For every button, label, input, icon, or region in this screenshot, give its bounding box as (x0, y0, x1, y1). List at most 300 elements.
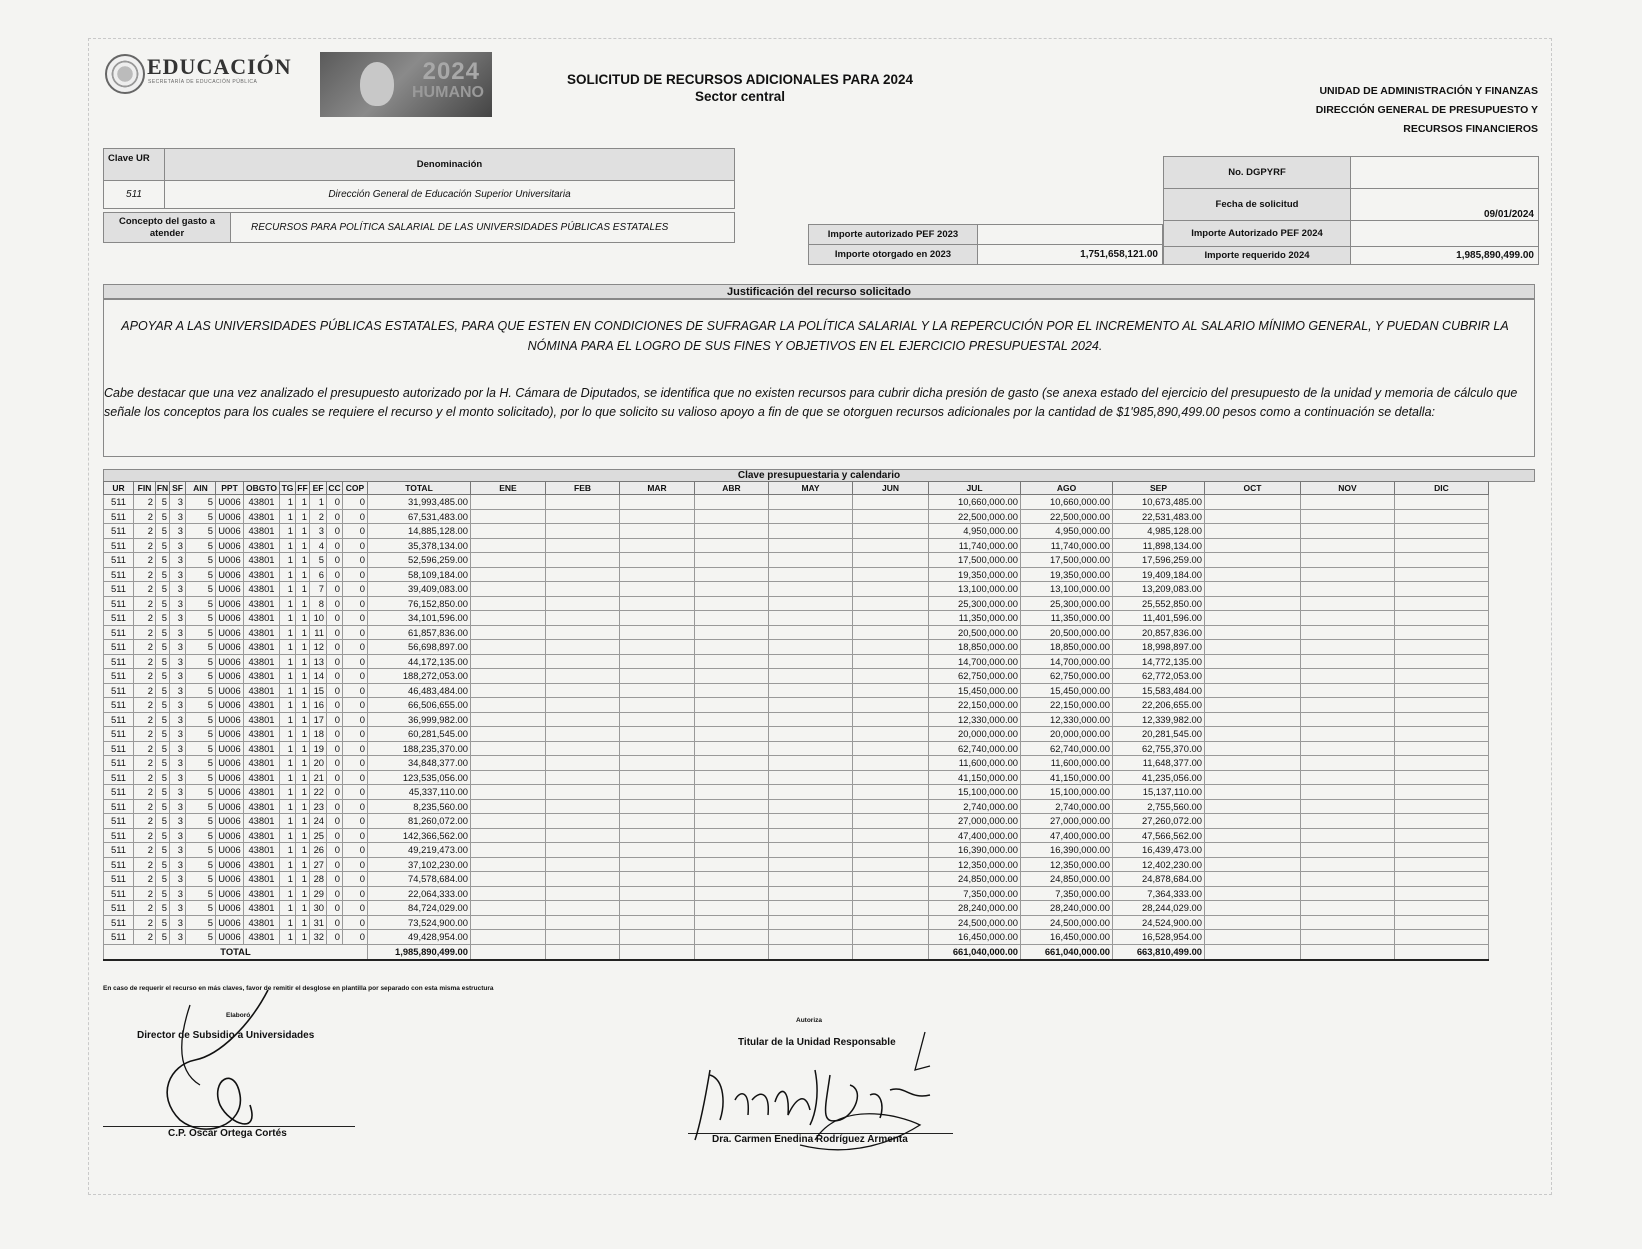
cell-jul: 11,740,000.00 (929, 538, 1021, 553)
cell-jun (853, 741, 929, 756)
cell-obgto: 43801 (244, 509, 280, 524)
cell-cop: 0 (343, 857, 368, 872)
cell-fin: 2 (134, 582, 156, 597)
cell-dic (1395, 553, 1489, 568)
cell-ef: 20 (310, 756, 327, 771)
cell-cop: 0 (343, 901, 368, 916)
cell-cc: 0 (327, 640, 343, 655)
cell-sep: 20,857,836.00 (1113, 625, 1205, 640)
cell-sf: 3 (170, 828, 186, 843)
cell-ago: 24,850,000.00 (1021, 872, 1113, 887)
cell-obgto: 43801 (244, 669, 280, 684)
cell-dic (1395, 799, 1489, 814)
cell-fin: 2 (134, 872, 156, 887)
cell-mar (620, 640, 695, 655)
cell-ain: 5 (186, 930, 216, 945)
cell-cop: 0 (343, 872, 368, 887)
cell-cc: 0 (327, 683, 343, 698)
total-empty-cell (1205, 944, 1301, 960)
cell-ain: 5 (186, 872, 216, 887)
column-header-ef: EF (310, 482, 327, 495)
table-row (104, 640, 1489, 655)
cell-fn: 5 (156, 538, 170, 553)
cell-fin: 2 (134, 698, 156, 713)
importe-requerido-value: 1,985,890,499.00 (1351, 247, 1539, 265)
cell-tg: 1 (280, 785, 296, 800)
cell-abr (695, 930, 769, 945)
cell-tg: 1 (280, 553, 296, 568)
cell-sf: 3 (170, 524, 186, 539)
cell-may (769, 857, 853, 872)
cell-cop: 0 (343, 683, 368, 698)
cell-jul: 25,300,000.00 (929, 596, 1021, 611)
cell-cc: 0 (327, 582, 343, 597)
cell-fin: 2 (134, 669, 156, 684)
cell-total: 34,848,377.00 (368, 756, 471, 771)
cell-dic (1395, 872, 1489, 887)
cell-total: 74,578,684.00 (368, 872, 471, 887)
cell-cop: 0 (343, 828, 368, 843)
table-row (104, 712, 1489, 727)
cell-fin: 2 (134, 799, 156, 814)
cell-jun (853, 814, 929, 829)
cell-abr (695, 843, 769, 858)
cell-dic (1395, 886, 1489, 901)
cell-mar (620, 698, 695, 713)
cell-fin: 2 (134, 756, 156, 771)
cell-ef: 11 (310, 625, 327, 640)
cell-nov (1301, 596, 1395, 611)
cell-ene (471, 785, 546, 800)
cell-ene (471, 495, 546, 510)
cell-cc: 0 (327, 930, 343, 945)
cell-ago: 27,000,000.00 (1021, 814, 1113, 829)
cell-mar (620, 553, 695, 568)
cell-ain: 5 (186, 654, 216, 669)
cell-fin: 2 (134, 567, 156, 582)
cell-may (769, 872, 853, 887)
table-row (104, 901, 1489, 916)
logo-subtitle: SECRETARÍA DE EDUCACIÓN PÚBLICA (148, 79, 258, 85)
cell-sf: 3 (170, 814, 186, 829)
cell-jun (853, 843, 929, 858)
cell-jun (853, 495, 929, 510)
cell-sf: 3 (170, 509, 186, 524)
cell-fin: 2 (134, 683, 156, 698)
cell-jun (853, 756, 929, 771)
cell-tg: 1 (280, 698, 296, 713)
cell-feb (546, 741, 620, 756)
cell-tg: 1 (280, 901, 296, 916)
cell-oct (1205, 828, 1301, 843)
cell-ef: 15 (310, 683, 327, 698)
column-header-ppt: PPT (216, 482, 244, 495)
table-row (104, 538, 1489, 553)
total-empty-cell (471, 944, 546, 960)
calendar-title: Clave presupuestaria y calendario (103, 469, 1535, 482)
justificacion-p1: APOYAR A LAS UNIVERSIDADES PÚBLICAS ESTATALES, PARA QUE ESTEN EN CONDICIONES DE SUFRAGAR LA POLÍTICA SALARIAL Y LA REPERCUCIÓN POR EL INCREMENTO AL SALARIO MÍNIMO GENERAL, Y PUEDAN CUBRIR LA NÓMINA PARA EL LOGRO DE SUS FINES Y OBJETIVOS EN EL EJERCICIO PRESUPUESTAL 2024. (121, 319, 1509, 353)
concepto-label: Concepto del gasto a atender (104, 213, 231, 243)
cell-ef: 13 (310, 654, 327, 669)
cell-abr (695, 625, 769, 640)
cell-oct (1205, 814, 1301, 829)
cell-mar (620, 770, 695, 785)
cell-ago: 28,240,000.00 (1021, 901, 1113, 916)
cell-dic (1395, 857, 1489, 872)
cell-cop: 0 (343, 495, 368, 510)
cell-jun (853, 770, 929, 785)
cell-oct (1205, 843, 1301, 858)
cell-jul: 15,450,000.00 (929, 683, 1021, 698)
cell-jun (853, 654, 929, 669)
table-row (104, 567, 1489, 582)
cell-ff: 1 (296, 843, 310, 858)
cell-ff: 1 (296, 886, 310, 901)
cell-dic (1395, 567, 1489, 582)
cell-ago: 12,350,000.00 (1021, 857, 1113, 872)
cell-oct (1205, 712, 1301, 727)
cell-feb (546, 683, 620, 698)
cell-fin: 2 (134, 857, 156, 872)
cell-ago: 41,150,000.00 (1021, 770, 1113, 785)
left-role-small: Elaboró (226, 1012, 251, 1019)
cell-cop: 0 (343, 915, 368, 930)
cell-ain: 5 (186, 828, 216, 843)
total-empty-cell (620, 944, 695, 960)
cell-cc: 0 (327, 654, 343, 669)
cell-feb (546, 756, 620, 771)
cell-ain: 5 (186, 712, 216, 727)
cell-jun (853, 872, 929, 887)
table-row (104, 524, 1489, 539)
cell-dic (1395, 654, 1489, 669)
cell-ef: 25 (310, 828, 327, 843)
cell-ff: 1 (296, 799, 310, 814)
cell-sep: 41,235,056.00 (1113, 770, 1205, 785)
column-header-fn: FN (156, 483, 169, 493)
cell-cop: 0 (343, 524, 368, 539)
right-name: Dra. Carmen Enedina Rodríguez Armenta (712, 1134, 908, 1145)
cell-jun (853, 567, 929, 582)
cell-ain: 5 (186, 524, 216, 539)
cell-ppt: U006 (216, 669, 244, 684)
cell-ff: 1 (296, 625, 310, 640)
column-header-abr: ABR (695, 482, 769, 495)
cell-tg: 1 (280, 640, 296, 655)
cell-dic (1395, 756, 1489, 771)
cell-ain: 5 (186, 553, 216, 568)
cell-oct (1205, 582, 1301, 597)
cell-jul: 20,500,000.00 (929, 625, 1021, 640)
cell-jun (853, 799, 929, 814)
cell-total: 44,172,135.00 (368, 654, 471, 669)
cell-ain: 5 (186, 756, 216, 771)
cell-obgto: 43801 (244, 901, 280, 916)
cell-tg: 1 (280, 886, 296, 901)
cell-oct (1205, 857, 1301, 872)
cell-feb (546, 509, 620, 524)
importe-autorizado-2023-value (978, 225, 1163, 245)
cell-mar (620, 669, 695, 684)
cell-feb (546, 828, 620, 843)
cell-ene (471, 640, 546, 655)
cell-nov (1301, 930, 1395, 945)
total-label: TOTAL (104, 944, 368, 960)
portrait-icon (360, 62, 394, 106)
cell-ff: 1 (296, 930, 310, 945)
cell-cop: 0 (343, 799, 368, 814)
cell-feb (546, 712, 620, 727)
cell-tg: 1 (280, 814, 296, 829)
cell-ur: 511 (104, 698, 134, 713)
cell-jun (853, 524, 929, 539)
table-row (104, 669, 1489, 684)
cell-dic (1395, 785, 1489, 800)
cell-ppt: U006 (216, 756, 244, 771)
cell-ago: 16,390,000.00 (1021, 843, 1113, 858)
cell-total: 8,235,560.00 (368, 799, 471, 814)
left-signature-icon (150, 985, 290, 1140)
cell-ff: 1 (296, 495, 310, 510)
cell-dic (1395, 596, 1489, 611)
cell-tg: 1 (280, 524, 296, 539)
cell-ef: 14 (310, 669, 327, 684)
no-dgpyrf-value (1351, 157, 1539, 189)
cell-ef: 27 (310, 857, 327, 872)
cell-tg: 1 (280, 654, 296, 669)
cell-fin: 2 (134, 814, 156, 829)
cell-may (769, 683, 853, 698)
cell-cop: 0 (343, 770, 368, 785)
cell-obgto: 43801 (244, 843, 280, 858)
cell-jul: 18,850,000.00 (929, 640, 1021, 655)
cell-ur: 511 (104, 915, 134, 930)
cell-ur: 511 (104, 727, 134, 742)
left-role: Director de Subsidio a Universidades (137, 1030, 315, 1041)
cell-oct (1205, 698, 1301, 713)
cell-ur: 511 (104, 857, 134, 872)
cell-mar (620, 886, 695, 901)
column-header-may: MAY (769, 482, 853, 495)
cell-ago: 4,950,000.00 (1021, 524, 1113, 539)
cell-feb (546, 814, 620, 829)
cell-abr (695, 596, 769, 611)
table-row (104, 582, 1489, 597)
cell-jun (853, 582, 929, 597)
cell-sf: 3 (170, 698, 186, 713)
cell-fn: 5 (156, 727, 170, 742)
cell-ef: 19 (310, 741, 327, 756)
cell-ur: 511 (104, 567, 134, 582)
concepto-table (103, 212, 735, 243)
cell-ene (471, 727, 546, 742)
cell-sf: 3 (170, 741, 186, 756)
cell-dic (1395, 843, 1489, 858)
cell-cc: 0 (327, 509, 343, 524)
cell-ef: 17 (310, 712, 327, 727)
cell-sf: 3 (170, 756, 186, 771)
cell-jul: 15,100,000.00 (929, 785, 1021, 800)
unit-line-1: UNIDAD DE ADMINISTRACIÓN Y FINANZAS (1319, 85, 1538, 97)
cell-sf: 3 (170, 857, 186, 872)
cell-dic (1395, 625, 1489, 640)
table-row (104, 886, 1489, 901)
cell-fn: 5 (156, 872, 170, 887)
cell-fin: 2 (134, 785, 156, 800)
cell-ff: 1 (296, 915, 310, 930)
cell-sf: 3 (170, 901, 186, 916)
column-header-oct: OCT (1205, 482, 1301, 495)
cell-total: 52,596,259.00 (368, 553, 471, 568)
cell-nov (1301, 828, 1395, 843)
cell-sf: 3 (170, 785, 186, 800)
cell-ago: 62,750,000.00 (1021, 669, 1113, 684)
cell-feb (546, 799, 620, 814)
cell-tg: 1 (280, 582, 296, 597)
cell-dic (1395, 828, 1489, 843)
cell-ur: 511 (104, 756, 134, 771)
cell-ain: 5 (186, 814, 216, 829)
cell-nov (1301, 712, 1395, 727)
cell-jul: 11,600,000.00 (929, 756, 1021, 771)
cell-tg: 1 (280, 611, 296, 626)
cell-may (769, 915, 853, 930)
cell-sf: 3 (170, 538, 186, 553)
cell-obgto: 43801 (244, 828, 280, 843)
column-header-ene: ENE (471, 482, 546, 495)
cell-may (769, 567, 853, 582)
cell-ago: 15,450,000.00 (1021, 683, 1113, 698)
cell-sep: 17,596,259.00 (1113, 553, 1205, 568)
column-header-cop: COP (343, 482, 368, 495)
cell-ur: 511 (104, 654, 134, 669)
cell-cc: 0 (327, 524, 343, 539)
cell-sf: 3 (170, 727, 186, 742)
cell-jul: 12,350,000.00 (929, 857, 1021, 872)
cell-obgto: 43801 (244, 640, 280, 655)
cell-cop: 0 (343, 930, 368, 945)
cell-ppt: U006 (216, 567, 244, 582)
cell-sf: 3 (170, 930, 186, 945)
total-empty-cell (1301, 944, 1395, 960)
cell-ene (471, 538, 546, 553)
cell-sf: 3 (170, 625, 186, 640)
cell-ain: 5 (186, 770, 216, 785)
cell-total: 76,152,850.00 (368, 596, 471, 611)
cell-cc: 0 (327, 915, 343, 930)
cell-mar (620, 785, 695, 800)
cell-ago: 18,850,000.00 (1021, 640, 1113, 655)
cell-fin: 2 (134, 611, 156, 626)
cell-tg: 1 (280, 712, 296, 727)
cell-fn: 5 (156, 611, 170, 626)
cell-abr (695, 886, 769, 901)
cell-cop: 0 (343, 625, 368, 640)
cell-jun (853, 640, 929, 655)
cell-total: 67,531,483.00 (368, 509, 471, 524)
cell-ur: 511 (104, 669, 134, 684)
table-row (104, 814, 1489, 829)
cell-tg: 1 (280, 669, 296, 684)
cell-nov (1301, 756, 1395, 771)
cell-mar (620, 930, 695, 945)
cell-total: 36,999,982.00 (368, 712, 471, 727)
cell-total: 66,506,655.00 (368, 698, 471, 713)
cell-mar (620, 538, 695, 553)
cell-ef: 16 (310, 698, 327, 713)
cell-ago: 22,500,000.00 (1021, 509, 1113, 524)
cell-ago: 15,100,000.00 (1021, 785, 1113, 800)
cell-may (769, 582, 853, 597)
cell-total: 46,483,484.00 (368, 683, 471, 698)
cell-nov (1301, 727, 1395, 742)
cell-obgto: 43801 (244, 756, 280, 771)
cell-total: 56,698,897.00 (368, 640, 471, 655)
cell-mar (620, 814, 695, 829)
cell-fn: 5 (156, 770, 170, 785)
table-row (104, 785, 1489, 800)
cell-nov (1301, 843, 1395, 858)
cell-nov (1301, 640, 1395, 655)
cell-ur: 511 (104, 582, 134, 597)
cell-oct (1205, 509, 1301, 524)
cell-ur: 511 (104, 625, 134, 640)
cell-ene (471, 857, 546, 872)
cell-obgto: 43801 (244, 596, 280, 611)
cell-abr (695, 814, 769, 829)
cell-abr (695, 567, 769, 582)
cell-fn: 5 (156, 524, 170, 539)
cell-ain: 5 (186, 799, 216, 814)
cell-ff: 1 (296, 582, 310, 597)
cell-oct (1205, 799, 1301, 814)
cell-cc: 0 (327, 567, 343, 582)
cell-oct (1205, 495, 1301, 510)
cell-tg: 1 (280, 770, 296, 785)
cell-fin: 2 (134, 727, 156, 742)
cell-ago: 13,100,000.00 (1021, 582, 1113, 597)
cell-total: 37,102,230.00 (368, 857, 471, 872)
cell-may (769, 930, 853, 945)
total-value: 1,985,890,499.00 (368, 944, 471, 960)
cell-ff: 1 (296, 596, 310, 611)
photo-subtitle: HUMANO (412, 84, 484, 101)
cell-may (769, 741, 853, 756)
cell-oct (1205, 611, 1301, 626)
cell-abr (695, 741, 769, 756)
cell-cop: 0 (343, 553, 368, 568)
cell-ff: 1 (296, 712, 310, 727)
unit-line-3: RECURSOS FINANCIEROS (1403, 123, 1538, 135)
cell-jul: 20,000,000.00 (929, 727, 1021, 742)
cell-cc: 0 (327, 538, 343, 553)
cell-ppt: U006 (216, 727, 244, 742)
doc-subtitle: Sector central (694, 89, 786, 104)
cell-abr (695, 538, 769, 553)
cell-ene (471, 886, 546, 901)
cell-obgto: 43801 (244, 857, 280, 872)
cell-obgto: 43801 (244, 698, 280, 713)
column-header-mar: MAR (620, 482, 695, 495)
cell-obgto: 43801 (244, 770, 280, 785)
cell-fin: 2 (134, 524, 156, 539)
cell-tg: 1 (280, 727, 296, 742)
cell-feb (546, 857, 620, 872)
cell-feb (546, 611, 620, 626)
table-row (104, 857, 1489, 872)
cell-nov (1301, 495, 1395, 510)
cell-jun (853, 509, 929, 524)
